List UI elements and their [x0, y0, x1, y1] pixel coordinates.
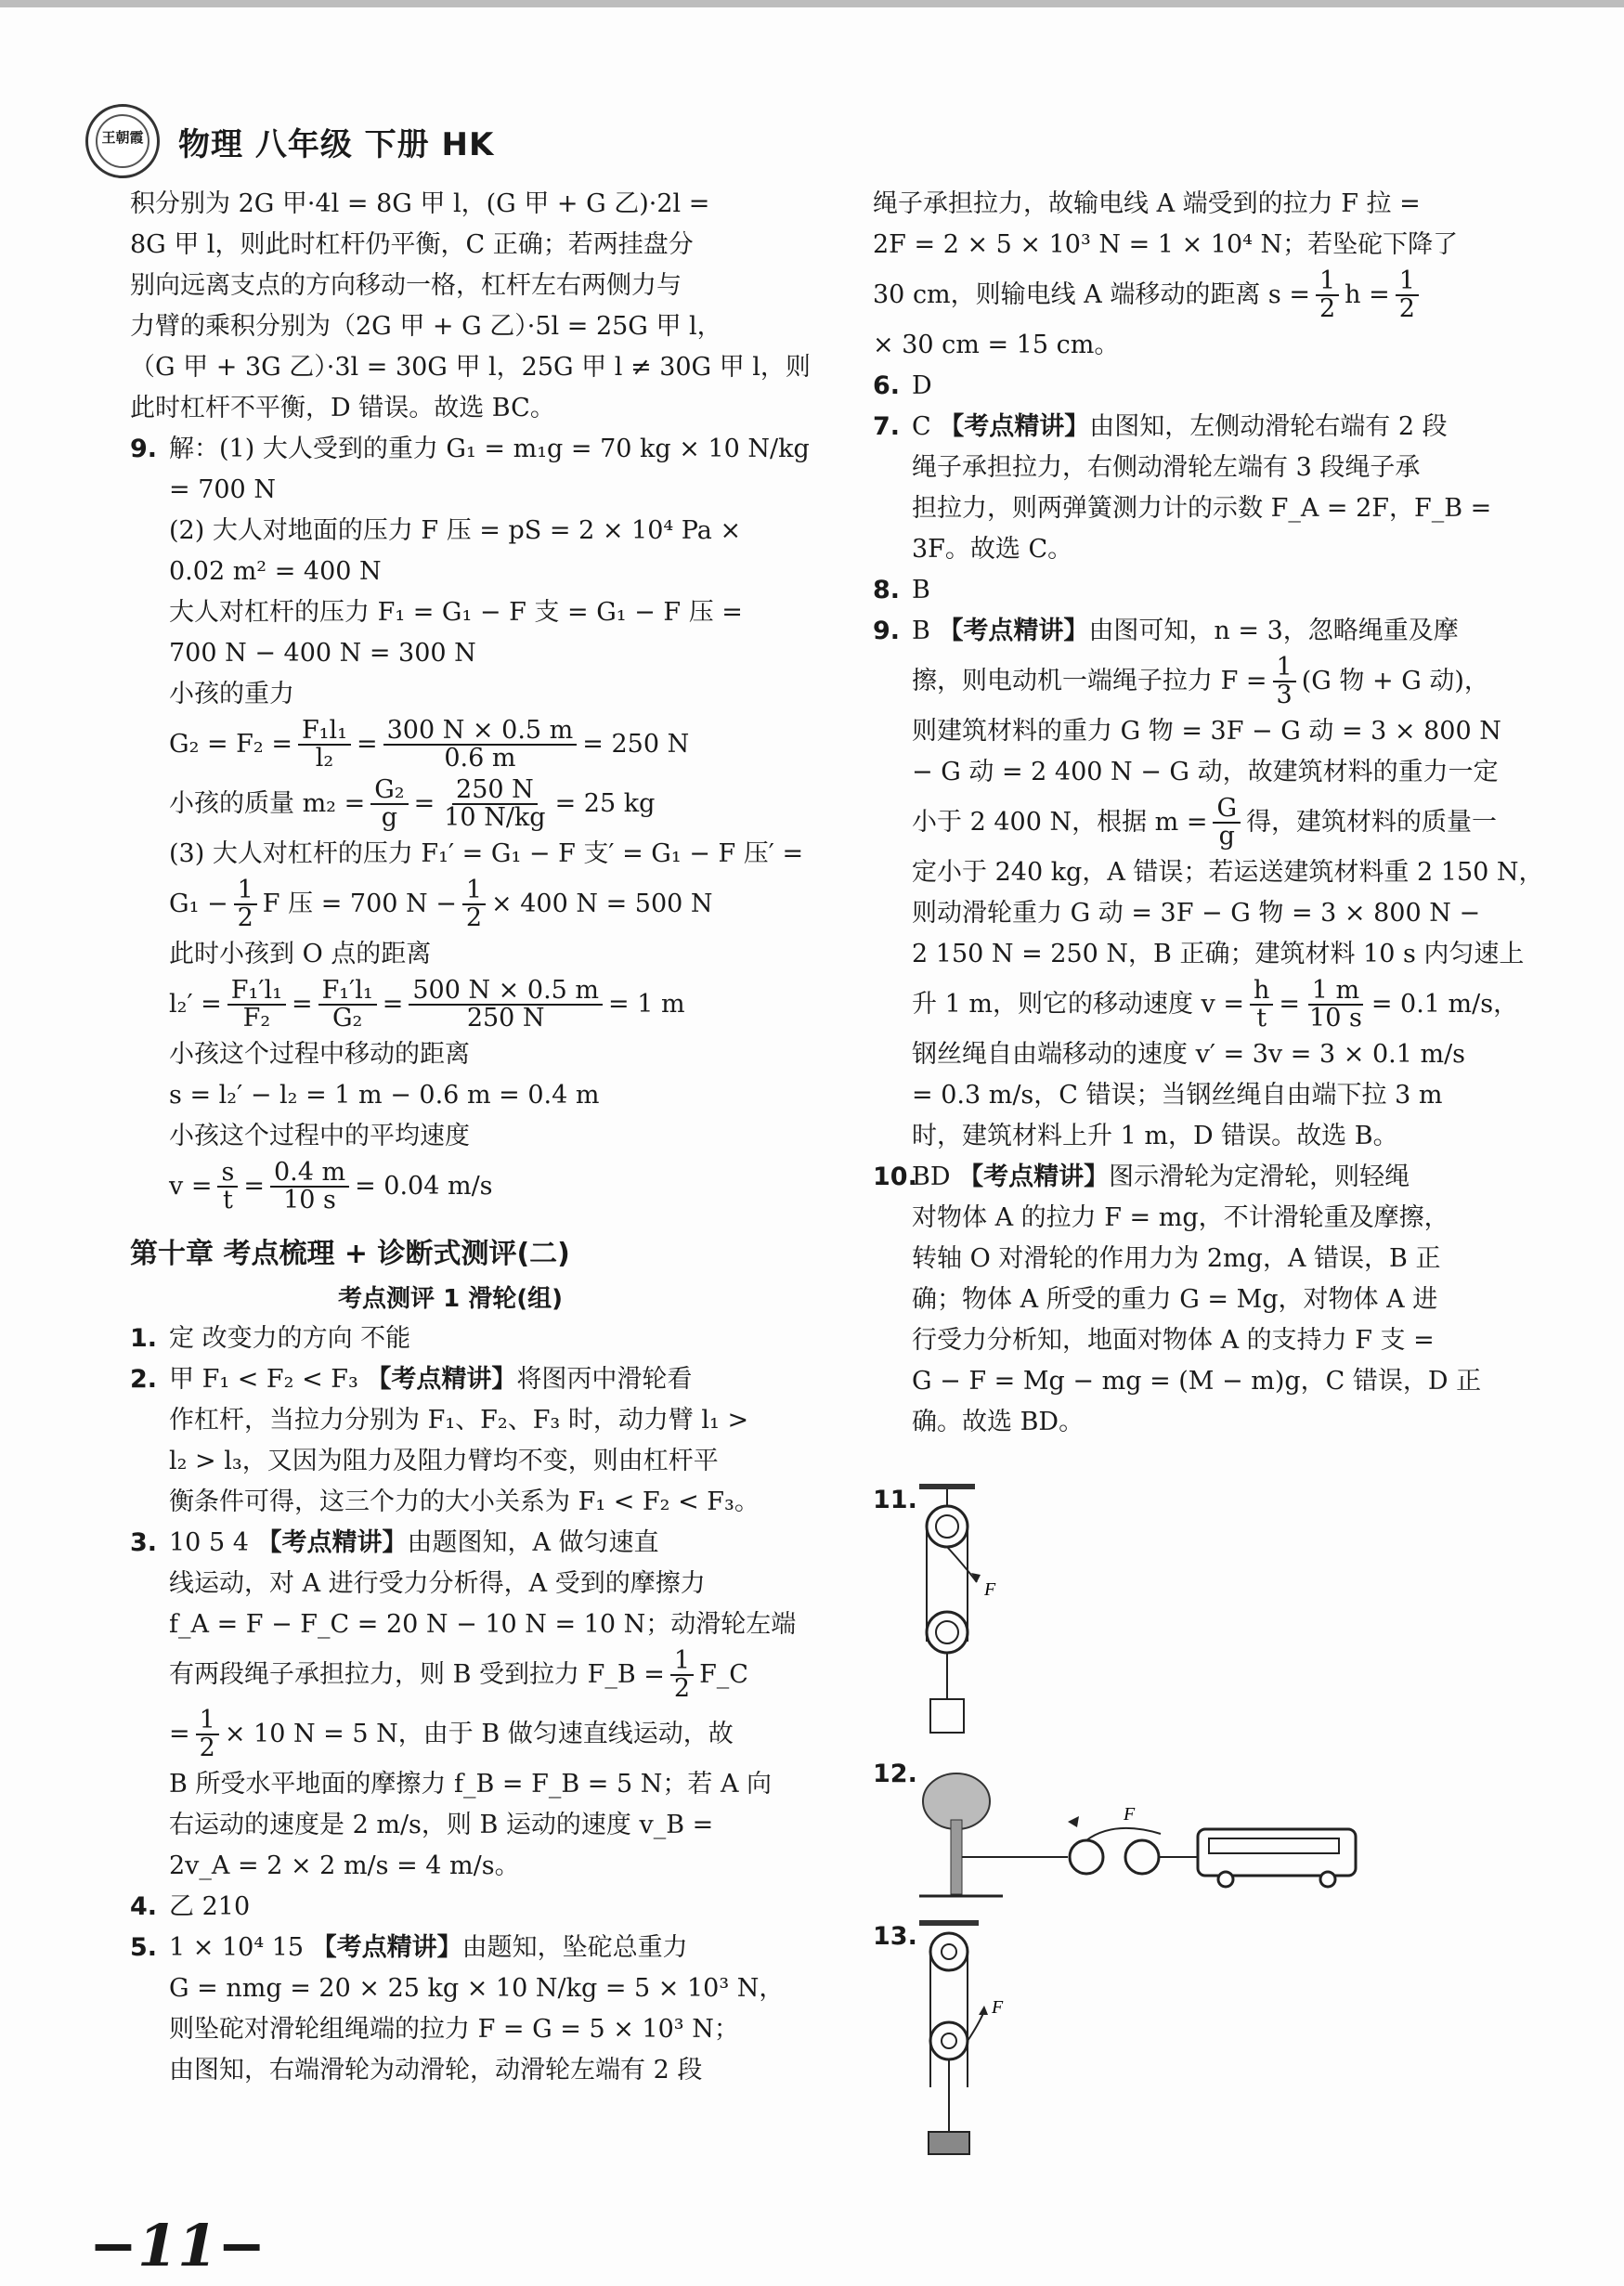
denominator: l₂: [315, 744, 334, 773]
question-2: [130, 1359, 771, 1400]
force-label: F: [992, 1997, 1004, 2018]
hanging-weight: [930, 1699, 964, 1733]
denominator: 10 s: [1309, 1004, 1362, 1033]
text-line: 小孩这个过程中移动的距离: [169, 1040, 470, 1069]
fraction: [383, 718, 578, 772]
answer-text: 10 5 4: [169, 1528, 257, 1557]
denominator: 2: [199, 1734, 215, 1762]
fraction: [318, 978, 377, 1032]
denominator: 2: [1319, 294, 1336, 323]
key-point-tag: 【考点精讲】: [958, 1162, 1110, 1191]
text-line: 定小于 240 kg，A 错误；若运送建筑材料重 2 150 N，: [912, 858, 1544, 887]
formula-text: = 0.04 m/s: [355, 1172, 493, 1201]
text-line: 担拉力，则两弹簧测力计的示数 F_A = 2F，F_B =: [912, 494, 1492, 523]
figure-11-pulley-diagram: [910, 1484, 1021, 1744]
numerator: 0.4 m: [270, 1160, 349, 1188]
question-4: [130, 1887, 771, 1928]
question-9-right: [873, 611, 1504, 652]
text-line: (2) 大人对地面的压力 F 压 = pS = 2 × 10⁴ Pa ×: [169, 516, 742, 545]
numerator: 1: [462, 877, 486, 905]
text-line: 0.02 m² = 400 N: [169, 557, 382, 586]
movable-pulley: [927, 1612, 968, 1653]
formula-line: [873, 975, 1519, 1034]
answer-text: 甲 F₁ < F₂ < F₃: [169, 1365, 367, 1394]
text-line: 小孩这个过程中的平均速度: [169, 1122, 470, 1150]
equals-sign: =: [413, 789, 435, 818]
text-line: 绳子承担拉力，故输电线 A 端受到的拉力 F 拉 =: [873, 189, 1421, 218]
pulley-hub: [936, 1621, 958, 1643]
numerator: 1: [1396, 268, 1419, 296]
answer-text: 1 × 10⁴ 15: [169, 1933, 312, 1962]
text-line: 2v_A = 2 × 2 m/s = 4 m/s。: [169, 1851, 520, 1880]
fraction: [234, 877, 257, 931]
fraction: [409, 978, 603, 1032]
fraction: [196, 1708, 219, 1761]
denominator: t: [1256, 1004, 1267, 1033]
formula-line: [130, 774, 771, 834]
fraction: [217, 1160, 238, 1214]
numerator: 500 N × 0.5 m: [409, 978, 603, 1006]
answer-text: B: [912, 617, 939, 645]
figure-13-pulley-block-diagram: [919, 1920, 1031, 2171]
force-label: F: [984, 1579, 996, 1600]
answer-text: 定 改变力的方向 不能: [169, 1324, 411, 1353]
text-line: 大人对杠杆的压力 F₁ = G₁ − F 支 = G₁ − F 压 =: [169, 598, 743, 627]
rope-free-end: [1086, 1828, 1161, 1840]
page-header-title: 物理 八年级 下册 HK: [178, 126, 495, 163]
question-number: 4.: [130, 1892, 158, 1921]
fraction: [1213, 796, 1241, 850]
answer-text: 图示滑轮为定滑轮，则轻绳: [1109, 1162, 1410, 1191]
fraction: [370, 777, 408, 831]
text-line: 右运动的速度是 2 m/s，则 B 运动的速度 v_B =: [169, 1811, 714, 1839]
text-line: 此时小孩到 O 点的距离: [169, 940, 432, 968]
question-number: 10.: [873, 1162, 917, 1191]
question-6: [873, 366, 1504, 407]
numerator: 1 m: [1308, 978, 1363, 1006]
page-number: −11−: [89, 2212, 266, 2280]
text-line: = 0.3 m/s，C 错误；当钢丝绳自由端下拉 3 m: [912, 1081, 1443, 1110]
formula-line: [130, 1705, 771, 1764]
text-line: = 700 N: [169, 475, 276, 504]
formula-line: [873, 266, 1504, 325]
fraction: [298, 718, 351, 772]
denominator: g: [1218, 822, 1235, 851]
figure-12-tree-bus-diagram: [919, 1764, 1384, 1903]
numerator: F₁l₁: [298, 718, 351, 746]
pulley-hub: [942, 1944, 956, 1959]
answer-text: 由题图知，A 做匀速直: [407, 1528, 659, 1557]
answer-text: 乙 210: [169, 1892, 251, 1921]
answer-text: 由题知，坠砣总重力: [461, 1933, 688, 1962]
text-line: 线运动，对 A 进行受力分析得，A 受到的摩擦力: [169, 1569, 706, 1598]
question-5: [130, 1928, 771, 1968]
question-number: 2.: [130, 1365, 158, 1394]
subsection-heading: 考点测评 1 滑轮(组): [338, 1285, 563, 1313]
formula-text: v =: [169, 1172, 213, 1201]
formula-text: = 1 m: [608, 990, 685, 1019]
text-line: 衡条件可得，这三个力的大小关系为 F₁ < F₂ < F₃。: [169, 1487, 760, 1516]
publisher-logo: [85, 104, 160, 178]
equals-sign: =: [382, 990, 404, 1019]
formula-text: 得，建筑材料的质量一: [1246, 808, 1498, 837]
numerator: G₂: [370, 777, 408, 805]
fraction: [462, 877, 486, 931]
text-line: 作杠杆，当拉力分别为 F₁、F₂、F₃ 时，动力臂 l₁ >: [169, 1406, 749, 1435]
key-point-tag: 【考点精讲】: [311, 1933, 462, 1962]
answer-text: 由图可知，n = 3，忽略绳重及摩: [1088, 617, 1459, 645]
bus-wheel: [1320, 1872, 1335, 1887]
ceiling-mount: [919, 1484, 975, 1489]
text-line: − G 动 = 2 400 N − G 动，故建筑材料的重力一定: [912, 758, 1499, 786]
fraction: [670, 1648, 694, 1702]
fraction: [440, 777, 549, 831]
text-line: 则坠砣对滑轮组绳端的拉力 F = G = 5 × 10³ N；: [169, 2015, 739, 2044]
denominator: G₂: [331, 1004, 363, 1033]
fraction: [1316, 268, 1339, 322]
text-line: 确。故选 BD。: [912, 1408, 1085, 1436]
formula-text: 有两段绳子承担拉力，则 B 受到拉力 F_B =: [169, 1660, 665, 1689]
equals-sign: =: [243, 1172, 265, 1201]
denominator: 0.6 m: [444, 744, 516, 773]
numerator: F₁′l₁: [318, 978, 377, 1006]
answer-text: C: [912, 412, 940, 441]
answer-text: 由图知，左侧动滑轮右端有 2 段: [1089, 412, 1448, 441]
fraction: [1273, 655, 1296, 708]
tree-trunk: [951, 1820, 962, 1894]
fraction: [227, 978, 286, 1032]
text-line: 时，建筑材料上升 1 m，D 错误。故选 B。: [912, 1122, 1398, 1150]
formula-line: [873, 652, 1504, 711]
key-point-tag: 【考点精讲】: [939, 412, 1090, 441]
question-number: 8.: [873, 576, 901, 604]
fixed-pulley: [930, 1933, 968, 1970]
pulley-2: [1125, 1840, 1159, 1874]
question-number: 1.: [130, 1324, 158, 1353]
denominator: 10 N/kg: [444, 803, 546, 832]
formula-text: = 250 N: [582, 730, 690, 759]
answer-text: 将图丙中滑轮看: [516, 1365, 693, 1394]
denominator: 2: [465, 903, 483, 932]
fixed-pulley: [927, 1506, 968, 1547]
text-line: s = l₂′ − l₂ = 1 m − 0.6 m = 0.4 m: [169, 1081, 600, 1110]
text-line: 2F = 2 × 5 × 10³ N = 1 × 10⁴ N；若坠砣下降了: [873, 230, 1459, 259]
question-7: [873, 407, 1504, 448]
force-arrow: [1068, 1816, 1079, 1827]
formula-text: 30 cm，则输电线 A 端移动的距离 s =: [873, 280, 1310, 309]
denominator: 10 s: [283, 1186, 336, 1214]
formula-text: h =: [1345, 280, 1390, 309]
denominator: 3: [1276, 681, 1293, 709]
text-line: G = nmg = 20 × 25 kg × 10 N/kg = 5 × 10³ N，: [169, 1974, 785, 2003]
key-point-tag: 【考点精讲】: [256, 1528, 408, 1557]
question-3: [130, 1523, 771, 1564]
text-line: G − F = Mg − mg = (M − m)g，C 错误，D 正: [912, 1367, 1482, 1396]
text-line: 行受力分析知，地面对物体 A 的支持力 F 支 =: [912, 1326, 1435, 1355]
key-point-tag: 【考点精讲】: [366, 1365, 517, 1394]
denominator: 2: [673, 1674, 691, 1703]
scan-edge: [0, 0, 1624, 7]
rope-free-end: [968, 2011, 984, 2041]
text-line: B 所受水平地面的摩擦力 f_B = F_B = 5 N；若 A 向: [169, 1770, 773, 1799]
denominator: F₂: [242, 1004, 271, 1033]
text-line: 积分别为 2G 甲·4l = 8G 甲 l，(G 甲 + G 乙)·2l =: [130, 189, 710, 218]
numerator: s: [217, 1160, 238, 1188]
bus-windows: [1209, 1838, 1339, 1853]
question-1: [130, 1318, 771, 1359]
text-line: 别向远离支点的方向移动一格，杠杆左右两侧力与: [130, 271, 682, 300]
figure-11-label: 11.: [873, 1486, 917, 1514]
equals-sign: =: [1279, 990, 1301, 1019]
numerator: h: [1250, 978, 1273, 1006]
question-8: [873, 570, 1504, 611]
question-number: 9.: [873, 617, 901, 645]
text-line: 对物体 A 的拉力 F = mg，不计滑轮重及摩擦，: [912, 1203, 1449, 1232]
numerator: 300 N × 0.5 m: [383, 718, 578, 746]
force-arrow: [979, 2006, 988, 2015]
formula-text: (G 物 + G 动)，: [1301, 667, 1489, 695]
force-label: F: [1124, 1804, 1136, 1825]
text-line: × 30 cm = 15 cm。: [873, 331, 1120, 359]
text-line: 力臂的乘积分别为（2G 甲 + G 乙）·5l = 25G 甲 l，: [130, 312, 722, 341]
pulley-hub: [936, 1515, 958, 1538]
formula-line: [130, 875, 771, 934]
formula-text: G₂ = F₂ =: [169, 730, 292, 759]
formula-text: 小孩的质量 m₂ =: [169, 789, 366, 818]
bus-wheel: [1218, 1872, 1233, 1887]
fraction: [1396, 268, 1419, 322]
question-9: [130, 429, 810, 470]
numerator: 1: [670, 1648, 694, 1676]
text-line: l₂ > l₃，又因为阻力及阻力臂均不变，则由杠杆平: [169, 1447, 719, 1475]
question-number: 6.: [873, 371, 901, 400]
text-line: 则建筑材料的重力 G 物 = 3F − G 动 = 3 × 800 N: [912, 717, 1501, 746]
formula-text: F_C: [699, 1660, 748, 1689]
text-line: 8G 甲 l，则此时杠杆仍平衡，C 正确；若两挂盘分: [130, 230, 694, 259]
text-line: 3F。故选 C。: [912, 535, 1073, 564]
numerator: G: [1213, 796, 1241, 824]
text-line: 则动滑轮重力 G 动 = 3F − G 物 = 3 × 800 N −: [912, 899, 1481, 928]
numerator: 1: [234, 877, 257, 905]
text-line: （G 甲 + 3G 乙）·3l = 30G 甲 l，25G 甲 l ≠ 30G 甲 l，则: [130, 353, 811, 382]
pulley-1: [1070, 1840, 1103, 1874]
pulley-hub: [942, 2033, 956, 2048]
numerator: 1: [1273, 655, 1296, 682]
numerator: 250 N: [452, 777, 538, 805]
text-line: 此时杠杆不平衡，D 错误。故选 BC。: [130, 394, 555, 422]
numerator: 1: [196, 1708, 219, 1735]
text-line: 2 150 N = 250 N，B 正确；建筑材料 10 s 内匀速上: [912, 940, 1525, 968]
formula-text: l₂′ =: [169, 990, 222, 1019]
left-column: [130, 184, 811, 2091]
formula-line: [130, 715, 771, 774]
text-line: 绳子承担拉力，右侧动滑轮左端有 3 段绳子承: [912, 453, 1421, 482]
formula-text: = 0.1 m/s，: [1371, 990, 1519, 1019]
fraction: [270, 1160, 349, 1214]
figure-12-label: 12.: [873, 1760, 917, 1788]
denominator: 2: [237, 903, 253, 932]
formula-text: 升 1 m，则它的移动速度 v =: [912, 990, 1244, 1019]
question-number: 7.: [873, 412, 901, 441]
formula-line: [130, 1645, 771, 1705]
logo-text: 王朝霞: [101, 129, 144, 146]
question-number: 5.: [130, 1933, 158, 1962]
equals-sign: =: [356, 730, 378, 759]
denominator: 250 N: [466, 1004, 545, 1033]
text-line: 钢丝绳自由端移动的速度 v′ = 3v = 3 × 0.1 m/s: [912, 1040, 1466, 1069]
key-point-tag: 【考点精讲】: [938, 617, 1089, 645]
question-number: 9.: [130, 435, 158, 463]
formula-text: F 压 = 700 N −: [262, 890, 457, 918]
formula-line: [130, 1157, 771, 1216]
figure-13-label: 13.: [873, 1922, 917, 1951]
equals-sign: =: [291, 990, 313, 1019]
fraction: [1250, 978, 1273, 1032]
text-line: 转轴 O 对滑轮的作用力为 2mg，A 错误，B 正: [912, 1244, 1441, 1273]
formula-text: × 10 N = 5 N，由于 B 做匀速直线运动，故: [224, 1720, 734, 1748]
ceiling-mount: [919, 1920, 979, 1926]
right-column: [873, 184, 1544, 1443]
denominator: 2: [1398, 294, 1415, 323]
hanging-weight: [929, 2132, 969, 2154]
answer-text: D: [912, 371, 932, 400]
formula-text: G₁ −: [169, 890, 228, 918]
denominator: t: [222, 1186, 233, 1214]
text-line: 由图知，右端滑轮为动滑轮，动滑轮左端有 2 段: [169, 2056, 703, 2085]
text-line: 确；物体 A 所受的重力 G = Mg，对物体 A 进: [912, 1285, 1438, 1314]
formula-line: [873, 793, 1504, 852]
formula-line: [130, 975, 771, 1034]
text-line: 700 N − 400 N = 300 N: [169, 639, 476, 668]
formula-text: =: [169, 1720, 190, 1748]
text-line: (3) 大人对杠杆的压力 F₁′ = G₁ − F 支′ = G₁ − F 压′ =: [169, 839, 804, 868]
fraction: [1306, 978, 1366, 1032]
formula-text: × 400 N = 500 N: [491, 890, 713, 918]
numerator: F₁′l₁: [227, 978, 286, 1006]
question-number: 3.: [130, 1528, 158, 1557]
chapter-heading: 第十章 考点梳理 + 诊断式测评(二): [130, 1238, 570, 1270]
answer-text: B: [912, 576, 930, 604]
formula-text: 小于 2 400 N，根据 m =: [912, 808, 1208, 837]
denominator: g: [381, 803, 398, 832]
numerator: 1: [1316, 268, 1339, 296]
text-line: 解：(1) 大人受到的重力 G₁ = m₁g = 70 kg × 10 N/kg: [169, 435, 810, 463]
movable-pulley: [930, 2022, 968, 2059]
rope-free-end: [947, 1547, 977, 1582]
answer-text: BD: [912, 1162, 959, 1191]
text-line: f_A = F − F_C = 20 N − 10 N = 10 N；动滑轮左端: [169, 1610, 797, 1639]
question-10: [873, 1157, 1504, 1198]
formula-text: 擦，则电动机一端绳子拉力 F =: [912, 667, 1267, 695]
formula-text: = 25 kg: [554, 789, 656, 818]
text-line: 小孩的重力: [169, 680, 294, 708]
